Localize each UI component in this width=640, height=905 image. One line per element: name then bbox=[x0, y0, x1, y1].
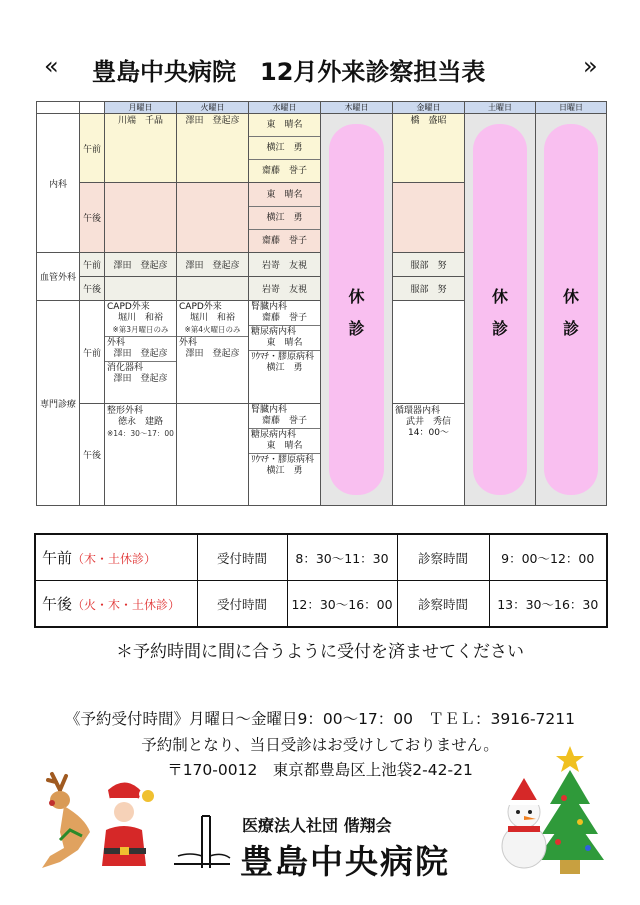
internal-am-fri: 橋 盛昭 bbox=[393, 114, 465, 183]
santa-icon bbox=[102, 782, 154, 866]
special-am-fri bbox=[393, 301, 465, 404]
special-am-mon: CAPD外来 堀川 和裕 ※第3月曜日のみ 外科 澤田 登起彦 消化器科 澤田 登起彦 bbox=[105, 301, 177, 404]
day-sun: 日曜日 bbox=[536, 102, 607, 114]
vascular-am-tue: 澤田 登起彦 bbox=[177, 253, 249, 277]
internal-pm-tue bbox=[177, 183, 249, 253]
closed-sat bbox=[465, 114, 536, 506]
internal-pm-fri bbox=[393, 183, 465, 253]
internal-pm-wed: 東 晴名 横江 勇 齋藤 誉子 bbox=[249, 183, 321, 253]
period-pm: 午後 bbox=[80, 277, 105, 301]
reception-label: 受付時間 bbox=[197, 534, 287, 581]
hospital-name: 豊島中央病院 bbox=[240, 842, 450, 881]
reservation-hours: 《予約受付時間》月曜日〜金曜日9：00〜17：00 ＴＥＬ：3916-7211 bbox=[64, 710, 576, 728]
day-fri: 金曜日 bbox=[393, 102, 465, 114]
period-am: 午前 bbox=[80, 301, 105, 404]
vascular-am-mon: 澤田 登起彦 bbox=[105, 253, 177, 277]
day-mon: 月曜日 bbox=[105, 102, 177, 114]
closed-thu bbox=[321, 114, 393, 506]
closed-pill: 休 診 bbox=[544, 124, 598, 495]
vascular-pm-mon bbox=[105, 277, 177, 301]
internal-am-row bbox=[37, 114, 607, 183]
vascular-pm-wed: 岩嵜 友視 bbox=[249, 277, 321, 301]
christmas-tree-icon bbox=[536, 746, 604, 874]
hours-period-am: 午前（木・土休診） bbox=[35, 534, 197, 581]
internal-am-wed: 東 晴名 横江 勇 齋藤 誉子 bbox=[249, 114, 321, 183]
address: 〒170-0012 東京都豊島区上池袋2-42-21 bbox=[167, 761, 473, 779]
schedule-header bbox=[37, 102, 607, 114]
dept-special: 専門診療 bbox=[37, 301, 80, 506]
closed-sun bbox=[536, 114, 607, 506]
special-pm-wed: 腎臓内科 齋藤 誉子 糖尿病内科 東 晴名 ﾘｳﾏﾁ・膠原病科 横江 勇 bbox=[249, 404, 321, 506]
reception-label: 受付時間 bbox=[197, 581, 287, 628]
period-am: 午前 bbox=[80, 253, 105, 277]
hospital-corporation: 医療法人社団 偕翔会 bbox=[242, 816, 392, 835]
vascular-pm-fri: 服部 努 bbox=[393, 277, 465, 301]
reindeer-icon bbox=[42, 774, 90, 868]
day-tue: 火曜日 bbox=[177, 102, 249, 114]
reservation-note: ＊予約時間に間に合うように受付を済ませてください bbox=[116, 642, 524, 662]
period-pm: 午後 bbox=[80, 183, 105, 253]
vascular-am-wed: 岩嵜 友視 bbox=[249, 253, 321, 277]
hospital-logo-icon bbox=[168, 812, 236, 874]
dept-vascular: 血管外科 bbox=[37, 253, 80, 301]
internal-am-tue: 澤田 登起彦 bbox=[177, 114, 249, 183]
title-close-mark: » bbox=[583, 52, 598, 80]
dept-internal: 内科 bbox=[37, 114, 80, 253]
same-day-notice: 予約制となり、当日受診はお受けしておりません。 bbox=[141, 736, 499, 754]
day-thu: 木曜日 bbox=[321, 102, 393, 114]
internal-am-mon: 川端 千晶 bbox=[105, 114, 177, 183]
period-am: 午前 bbox=[80, 114, 105, 183]
header-blank bbox=[80, 102, 105, 114]
special-pm-fri: 循環器内科 武井 秀信 14：00〜 bbox=[393, 404, 465, 506]
santa-reindeer-illustration bbox=[30, 770, 170, 880]
special-am-tue: CAPD外来 堀川 和裕 ※第4火曜日のみ 外科 澤田 登起彦 bbox=[177, 301, 249, 404]
reception-time-pm: 12：30〜16：00 bbox=[287, 581, 397, 628]
closed-pill: 休 診 bbox=[329, 124, 384, 495]
reception-time-am: 8：30〜11：30 bbox=[287, 534, 397, 581]
hours-period-pm: 午後（火・木・土休診） bbox=[35, 581, 197, 628]
vascular-pm-tue bbox=[177, 277, 249, 301]
special-am-wed: 腎臓内科 齋藤 誉子 糖尿病内科 東 晴名 ﾘｳﾏﾁ・膠原病科 横江 勇 bbox=[249, 301, 321, 404]
exam-time-am: 9：00〜12：00 bbox=[489, 534, 607, 581]
exam-time-pm: 13：30〜16：30 bbox=[489, 581, 607, 628]
snowman-tree-illustration bbox=[490, 742, 610, 877]
header-blank bbox=[37, 102, 80, 114]
hours-row-am bbox=[35, 534, 607, 581]
day-wed: 水曜日 bbox=[249, 102, 321, 114]
closed-pill: 休 診 bbox=[473, 124, 527, 495]
title-open-mark: « bbox=[44, 52, 59, 80]
exam-label: 診察時間 bbox=[397, 581, 489, 628]
title-text: 豊島中央病院 12月外来診察担当表 bbox=[92, 58, 486, 86]
special-pm-mon: 整形外科 徳永 建路 ※14：30〜17：00 bbox=[105, 404, 177, 506]
schedule-table bbox=[36, 101, 607, 506]
internal-pm-mon bbox=[105, 183, 177, 253]
snowman-icon bbox=[502, 778, 546, 868]
vascular-am-fri: 服部 努 bbox=[393, 253, 465, 277]
period-pm: 午後 bbox=[80, 404, 105, 506]
hours-row-pm bbox=[35, 581, 607, 628]
special-pm-tue bbox=[177, 404, 249, 506]
exam-label: 診察時間 bbox=[397, 534, 489, 581]
day-sat: 土曜日 bbox=[465, 102, 536, 114]
hours-table bbox=[34, 533, 608, 628]
